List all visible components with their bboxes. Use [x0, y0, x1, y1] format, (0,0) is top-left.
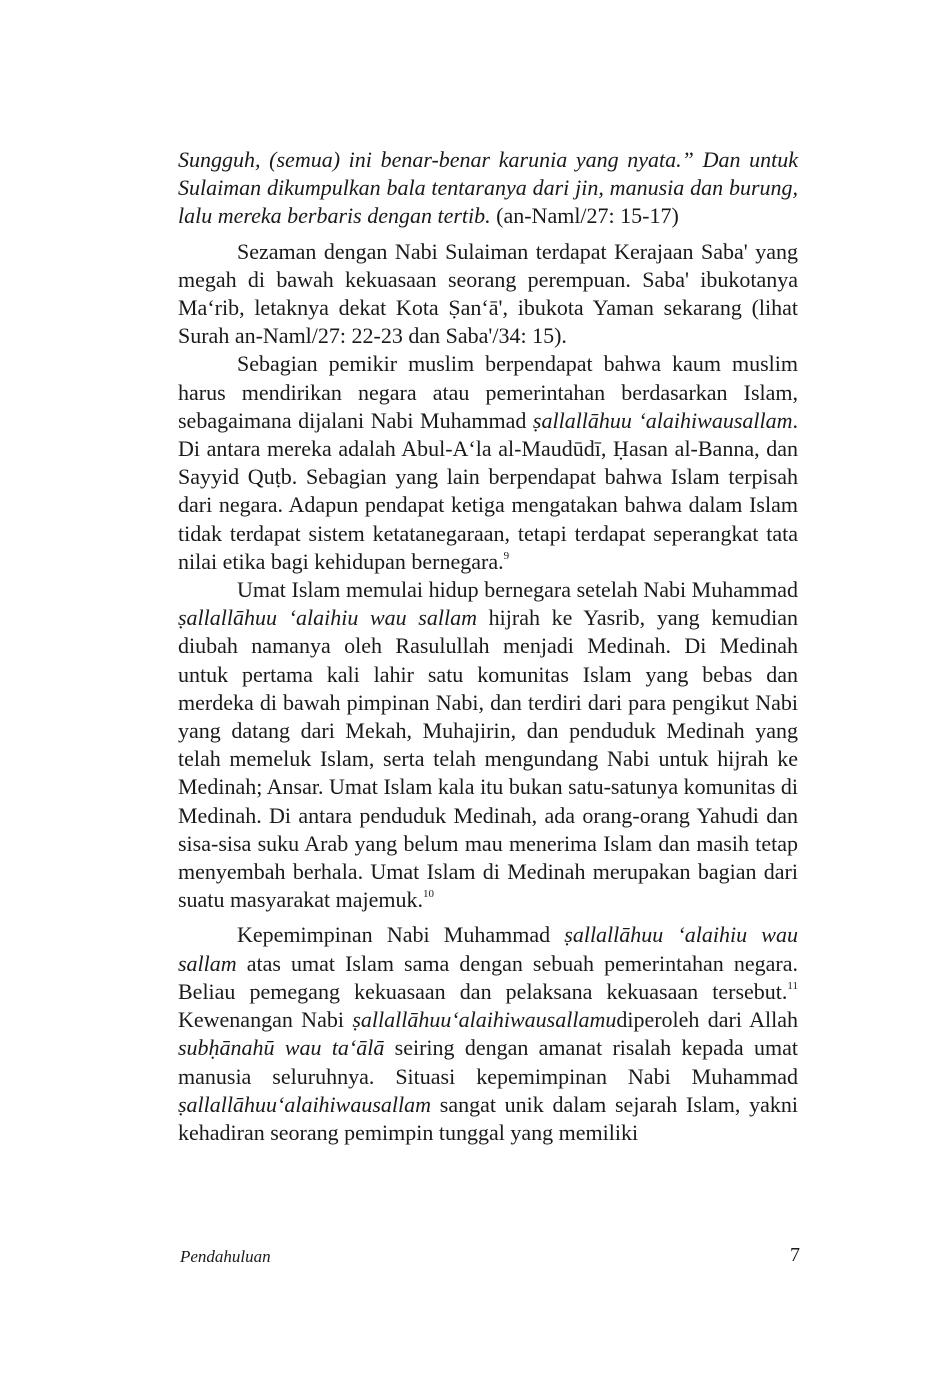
italic-text: ṣallallāhuu ‘alaihiu wau sallam	[178, 605, 477, 631]
text-run: hijrah ke Yasrib, yang kemudian diubah namanya oleh Rasulullah menjadi Medinah. Di Medinah untuk pertama kali lahir satu komunitas Islam yang bebas dan merdeka di bawah pimpinan Nabi, dan terdiri dari para pengikut Nabi yang datang dari Mekah, Muhajirin, dan penduduk Medinah yang telah memeluk Islam, serta telah mengundang Nabi untuk hijrah ke Medinah; Ansar. Umat Islam kala itu bukan satu-satunya komunitas di Medinah. Di antara penduduk Medinah, ada orang-orang Yahudi dan sisa-sisa suku Arab yang belum mau menerima Islam dan masih tetap menyembah berhala. Umat Islam di Medinah merupakan bagian dari suatu masyarakat majemuk.	[178, 605, 798, 913]
italic-text: Sungguh, (semua) ini benar-benar karunia yang nyata.” Dan untuk Sulaiman dikumpulkan bala tentaranya dari jin, manusia dan burung, lalu mereka berbaris dengan tertib.	[178, 147, 798, 229]
italic-text: subḥānahū wau ta‘ālā	[178, 1035, 385, 1061]
page-number: 7	[790, 1244, 800, 1266]
text-run: (an-Naml/27: 15-17)	[490, 203, 679, 229]
text-run: Umat Islam memulai hidup bernegara setelah Nabi Muhammad	[237, 577, 798, 603]
footnote-ref: 9	[503, 549, 510, 562]
italic-text: ṣallallāhuu‘alaihiwausallamu	[352, 1007, 617, 1033]
text-run: Sezaman dengan Nabi Sulaiman terdapat Kerajaan Saba' yang megah di bawah kekuasaan seorang perempuan. Saba' ibukotanya Ma‘rib, letaknya dekat Kota Ṣan‘ā', ibukota Yaman sekarang (lihat Surah an-Naml/27: 22-23 dan Saba'/34: 15).	[178, 238, 798, 349]
running-footer-chapter-title: Pendahuluan	[180, 1247, 271, 1266]
text-run: . Di antara mereka adalah Abul-A‘la al-Maudūdī, Ḥasan al-Banna, dan Sayyid Quṭb. Sebagian yang lain berpendapat bahwa Islam terpisah dari negara. Adapun pendapat ketiga mengatakan bahwa dalam Islam tidak terdapat sistem ketatanegaraan, tetapi terdapat seperangkat tata nilai etika bagi kehidupan bernegara.	[178, 407, 798, 574]
italic-text: ṣallallāhuu‘alaihiwausallam	[178, 1091, 432, 1117]
text-run: Sebagian pemikir muslim berpendapat bahwa kaum muslim harus mendirikan negara atau pemerintahan berdasarkan Islam, sebagaimana dijalani Nabi Muhammad	[178, 351, 798, 433]
body-text	[178, 146, 798, 1147]
italic-text: ṣallallāhuu ‘alaihiwausallam	[532, 407, 793, 433]
text-run: Kewenangan Nabi	[178, 1007, 353, 1033]
text-run: diperoleh dari Allah	[616, 1007, 798, 1033]
footnote-ref: 11	[787, 979, 798, 992]
paragraph	[178, 921, 798, 1147]
text-run: Kepemimpinan Nabi Muhammad	[237, 922, 565, 948]
text-run: seiring dengan amanat risalah kepada umat manusia seluruhnya. Situasi kepemimpinan Nabi Muhammad	[178, 1035, 798, 1089]
footnote-ref: 10	[422, 888, 434, 901]
text-run: sangat unik dalam sejarah Islam, yakni kehadiran seorang pemimpin tunggal yang memiliki	[178, 1091, 798, 1145]
paragraph	[178, 350, 798, 576]
italic-text: ṣallallāhuu ‘alaihiu wau sallam	[178, 922, 798, 976]
paragraph	[178, 576, 798, 914]
text-run: atas umat Islam sama dengan sebuah pemerintahan negara. Beliau pemegang kekuasaan dan pelaksana kekuasaan tersebut.	[178, 950, 798, 1004]
paragraph	[178, 146, 798, 231]
paragraph	[178, 238, 798, 351]
